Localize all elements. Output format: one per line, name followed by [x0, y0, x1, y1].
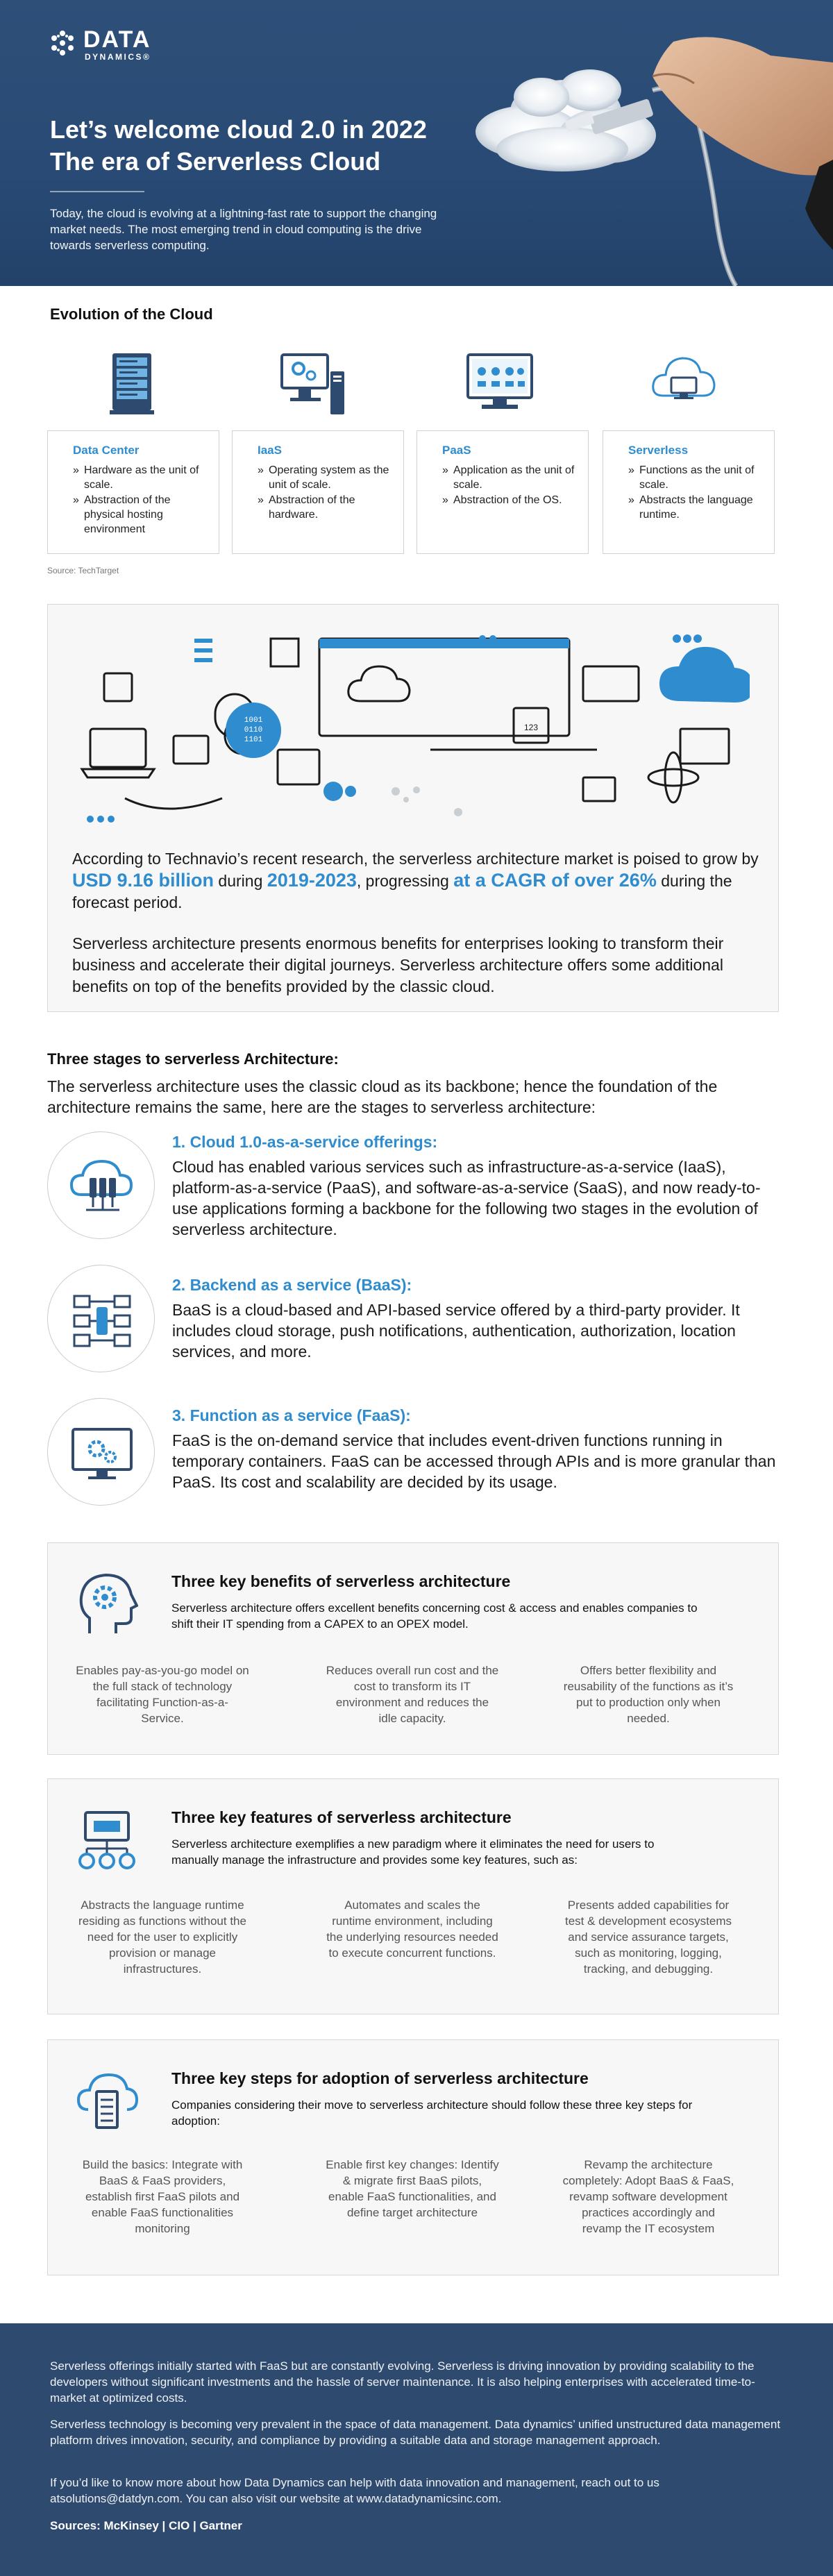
- brand-logo[interactable]: [47, 28, 151, 61]
- footer-paragraph: Serverless technology is becoming very prevalent in the space of data management. Data dynamics’ unified unstructured data management platform drives innovation, security, and compliance by providing a suitable data and storage management approach.: [50, 2418, 781, 2447]
- benefit-point: Reduces overall run cost and the cost to transform its IT environment and reduces the idle capacity.: [326, 1664, 499, 1725]
- stage-3-body: FaaS is the on-demand service that includes event-driven functions running in temporary containers. FaaS can be accessed through APIs and is more granular than PaaS. Its cost and scalability are decided by its usage.: [172, 1431, 776, 1491]
- adoption-title: Three key steps for adoption of serverless architecture: [171, 2069, 589, 2087]
- adoption-step: Build the basics: Integrate with BaaS & FaaS providers, establish first FaaS pilots and enable FaaS functionalities monitoring: [82, 2158, 243, 2235]
- footer-sources: Sources: McKinsey | CIO | Gartner: [50, 2519, 242, 2532]
- binary-text: 1101: [244, 736, 263, 744]
- stage-2-title: 2. Backend as a service (BaaS):: [172, 1276, 412, 1294]
- card-point: » Abstraction of the physical hosting environment: [73, 493, 206, 537]
- stage-1-title: 1. Cloud 1.0-as-a-service offerings:: [172, 1133, 438, 1151]
- stat-highlight-cagr: at a CAGR of over 26%: [453, 870, 657, 891]
- card-point: » Hardware as the unit of scale.: [73, 463, 206, 492]
- technology-network-illustration: [69, 618, 750, 833]
- evolution-card-iaas: [232, 430, 404, 554]
- logo-wordmark: DATA: [83, 26, 151, 53]
- evolution-card-data-center: [47, 430, 219, 554]
- stage-1-body: Cloud has enabled various services such as infrastructure-as-a-service (IaaS), platform-as-a-service (PaaS), and software-as-a-service (SaaS), and now ready-to-use applications forming a backbone for the following two stages in the evolution of serverless architecture.: [172, 1158, 761, 1238]
- stat-text: during: [214, 872, 267, 890]
- logo-subword: DYNAMICS: [85, 52, 144, 62]
- hero-title-line1: Let’s welcome cloud 2.0 in 2022: [50, 115, 427, 144]
- cloud-server-icon: [76, 2066, 138, 2136]
- source-note: Source: TechTarget: [47, 566, 119, 575]
- stat-highlight-value: USD 9.16 billion: [72, 870, 214, 891]
- evolution-heading: Evolution of the Cloud: [50, 305, 213, 323]
- binary-text: 0110: [244, 726, 263, 734]
- stages-heading: Three stages to serverless Architecture:: [47, 1050, 339, 1068]
- footer: [0, 2323, 833, 2576]
- window-nodes-icon: [76, 1805, 138, 1875]
- cloud-stack-icon: [48, 1132, 155, 1240]
- binary-text: 1001: [244, 716, 263, 725]
- trademark-symbol: ®: [143, 52, 151, 62]
- cloud-monitor-icon: [649, 347, 718, 416]
- calculator-text: 123: [523, 723, 539, 732]
- stat-highlight-period: 2019-2023: [267, 870, 357, 891]
- benefit-point: Offers better flexibility and reusability of the functions as it’s put to production only when needed.: [563, 1664, 734, 1725]
- stage-icon-circle: [47, 1131, 155, 1239]
- stat-text: , progressing: [356, 872, 454, 890]
- research-benefits-paragraph: Serverless architecture presents enormous benefits for enterprises looking to transform their business and accelerate their digital journeys. Serverless architecture offers some additional benefits on top of the benefits provided by the classic cloud.: [72, 934, 724, 995]
- stages-intro: The serverless architecture uses the classic cloud as its backbone; hence the foundation of the architecture remains the same, here are the stages to serverless architecture:: [47, 1077, 718, 1116]
- server-rack-icon: [97, 351, 167, 420]
- features-subtitle: Serverless architecture exemplifies a new paradigm where it eliminates the need for users to manually manage the infrastructure and provides some key features, such as:: [171, 1837, 655, 1867]
- monitor-apps-icon: [465, 351, 535, 420]
- adoption-step: Enable first key changes: Identify & migrate first BaaS pilots, enable FaaS functionalities, and define target architecture: [326, 2158, 499, 2219]
- benefits-panel: [47, 1542, 779, 1755]
- card-point: » Abstraction of the OS.: [442, 493, 575, 507]
- hero-divider: [50, 191, 144, 192]
- network-nodes-icon: [48, 1265, 155, 1373]
- card-point: » Functions as the unit of scale.: [628, 463, 762, 492]
- evolution-card-paas: [416, 430, 589, 554]
- hero-banner: [0, 0, 833, 286]
- stage-icon-circle: [47, 1398, 155, 1506]
- footer-paragraph: Serverless offerings initially started with FaaS but are constantly evolving. Serverless is driving innovation by providing scalability to the developers without significant investments and the hassle of server maintenance. It is also helping enterprises with accelerated time-to-market at optimized costs.: [50, 2359, 755, 2405]
- hero-intro: Today, the cloud is evolving at a lightning-fast rate to support the changing market needs. The most emerging trend in cloud computing is the drive towards serverless computing.: [50, 207, 437, 252]
- adoption-panel: [47, 2039, 779, 2275]
- hero-title: [50, 114, 494, 178]
- feature-point: Presents added capabilities for test & development ecosystems and service assurance targets, such as monitoring, logging, tracking, and debugging.: [564, 1899, 732, 1976]
- gear-monitor-icon: [48, 1399, 155, 1506]
- cloud-hand-cable-illustration: [444, 0, 833, 286]
- benefits-subtitle: Serverless architecture offers excellent benefits concerning cost & access and enables companies to shift their IT spending from a CAPEX to an OPEX model.: [171, 1601, 698, 1631]
- stage-icon-circle: [47, 1265, 155, 1372]
- feature-point: Automates and scales the runtime environment, including the underlying resources needed to execute concurrent functions.: [326, 1899, 498, 1960]
- adoption-subtitle: Companies considering their move to serverless architecture should follow these three key steps for adoption:: [171, 2098, 693, 2128]
- features-title: Three key features of serverless architecture: [171, 1808, 512, 1826]
- adoption-step: Revamp the architecture completely: Adopt BaaS & FaaS, revamp software development practices accordingly and revamp the IT ecosystem: [562, 2158, 734, 2235]
- head-gear-icon: [76, 1569, 138, 1639]
- desktop-tower-icon: [278, 351, 347, 420]
- stat-text: during the forecast period.: [72, 872, 732, 911]
- features-panel: [47, 1778, 779, 2014]
- evolution-card-serverless: [603, 430, 775, 554]
- card-title: Data Center: [73, 444, 140, 457]
- hero-title-line2: The era of Serverless Cloud: [50, 147, 381, 176]
- benefit-point: Enables pay-as-you-go model on the full stack of technology facilitating Function-as-a-Service.: [76, 1664, 249, 1725]
- feature-point: Abstracts the language runtime residing as functions without the need for the user to explicitly provision or manage infrastructures.: [78, 1899, 246, 1976]
- stat-text: According to Technavio’s recent research, the serverless architecture market is poised to grow by: [72, 850, 759, 868]
- benefits-title: Three key benefits of serverless architecture: [171, 1572, 511, 1590]
- footer-contact-paragraph[interactable]: If you’d like to know more about how Data Dynamics can help with data innovation and management, reach out to us atsolutions@datdyn.com. You can also visit our website at www.datadynamicsinc.com.: [50, 2476, 659, 2505]
- card-point: » Application as the unit of scale.: [442, 463, 575, 492]
- card-point: » Abstraction of the hardware.: [258, 493, 391, 522]
- stage-3-title: 3. Function as a service (FaaS):: [172, 1406, 411, 1424]
- card-point: » Operating system as the unit of scale.: [258, 463, 391, 492]
- card-title: PaaS: [442, 444, 471, 457]
- card-title: IaaS: [258, 444, 282, 457]
- stage-2-body: BaaS is a cloud-based and API-based service offered by a third-party provider. It includes cloud storage, push notifications, authentication, authorization, location services, and more.: [172, 1301, 740, 1361]
- research-stat-paragraph: [72, 848, 766, 914]
- logo-hexagon-icon: [47, 29, 78, 60]
- card-point: » Abstracts the language runtime.: [628, 493, 762, 522]
- card-title: Serverless: [628, 444, 689, 457]
